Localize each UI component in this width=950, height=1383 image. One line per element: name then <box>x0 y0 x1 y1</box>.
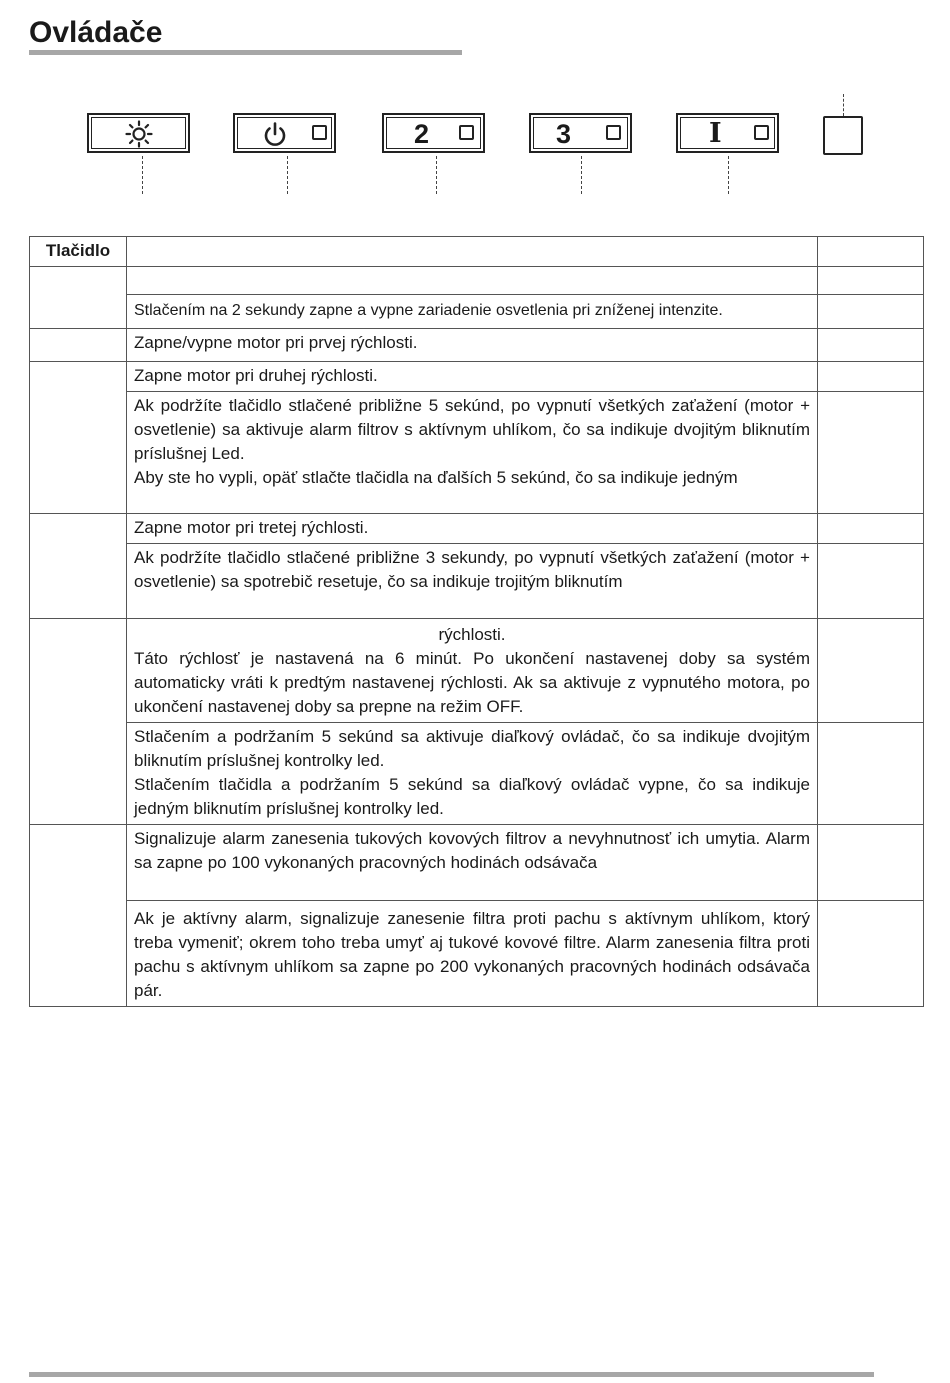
leader-line <box>728 156 729 194</box>
leader-line <box>581 156 582 194</box>
sun-icon <box>125 120 153 148</box>
button-cell-speed-3 <box>30 514 127 619</box>
led-cell <box>818 392 924 514</box>
button-cell-intensive <box>30 619 127 825</box>
header-led <box>818 237 924 267</box>
speed-3-label: 3 <box>556 119 572 149</box>
led-cell <box>818 514 924 544</box>
function-cell-remote <box>127 723 818 825</box>
speed-2-button[interactable] <box>382 113 485 153</box>
leader-line <box>843 94 844 116</box>
table-row <box>30 723 924 825</box>
function-cell-speed-2: Zapne motor pri druhej rýchlosti. <box>127 362 818 392</box>
button-cell-light <box>30 267 127 329</box>
function-cell-light-dim: Stlačením na 2 sekundy zapne a vypne zariadenie osvetlenia pri zníženej intenzite. <box>127 295 818 329</box>
led-cell <box>818 362 924 392</box>
function-cell-speed-2-alarm <box>127 392 818 514</box>
led-cell <box>818 329 924 362</box>
remote-off-text: Stlačením tlačidla a podržaním 5 sekúnd sa diaľkový ovládač vypne, čo sa indikuje jedným bliknutím príslušnej kontrolky led. <box>134 775 810 818</box>
speed-2-alarm-text-2: Aby ste ho vypli, opäť stlačte tlačidla na ďalších 5 sekúnd, čo sa indikuje jedným <box>134 468 738 487</box>
intensive-text: Táto rýchlosť je nastavená na 6 minút. Po ukončení nastavenej doby sa systém automaticky vráti k predtým nastavenej rýchlosti. Ak sa aktivuje z vypnutého motora, po ukončení nastavenej doby sa prepne na režim OFF. <box>134 649 810 716</box>
intensive-label: I <box>709 118 722 149</box>
speed-2-led <box>459 125 474 140</box>
table-row <box>30 392 924 514</box>
speed-2-alarm-text-1: Ak podržíte tlačidlo stlačené približne 5 sekúnd, po vypnutí všetkých zaťažení (motor + osvetlenie) sa aktivuje alarm filtrov s aktívnym uhlíkom, čo sa indikuje dvojitým bliknutím príslušnej Led. <box>134 396 810 463</box>
led-cell <box>818 267 924 295</box>
control-panel-diagram <box>0 0 950 200</box>
leader-line <box>287 156 288 194</box>
function-cell-carbon-alarm: Ak je aktívny alarm, signalizuje zanesenie filtra proti pachu s aktívnym uhlíkom, ktorý treba vymeniť; okrem toho treba umyť aj tukové kovové filtre. Alarm zanesenia filtra proti pachu s aktívnym uhlíkom sa zapne po 200 vykonaných pracovných hodinách odsávača pár. <box>127 901 818 1007</box>
page-title: Ovládače <box>29 16 163 49</box>
table-row <box>30 514 924 544</box>
speed-2-label: 2 <box>414 119 430 149</box>
table-row <box>30 267 924 295</box>
led-cell <box>818 295 924 329</box>
intensive-heading: rýchlosti. <box>438 625 506 644</box>
table-row <box>30 901 924 1007</box>
header-function <box>127 237 818 267</box>
power-icon <box>261 121 289 149</box>
function-cell-speed-1: Zapne/vypne motor pri prvej rýchlosti. <box>127 329 818 362</box>
function-cell <box>127 267 818 295</box>
function-cell-speed-3: Zapne motor pri tretej rýchlosti. <box>127 514 818 544</box>
intensive-button[interactable] <box>676 113 779 153</box>
remote-receiver-led <box>823 116 863 155</box>
light-button[interactable] <box>87 113 190 153</box>
header-button: Tlačidlo <box>30 237 127 267</box>
footer-rule <box>29 1372 874 1377</box>
intensive-led <box>754 125 769 140</box>
table-row <box>30 329 924 362</box>
leader-line <box>142 156 143 194</box>
power-button[interactable] <box>233 113 336 153</box>
table-row <box>30 619 924 723</box>
led-cell <box>818 619 924 723</box>
button-cell-speed-1 <box>30 329 127 362</box>
led-cell <box>818 825 924 901</box>
speed-3-led <box>606 125 621 140</box>
table-row <box>30 295 924 329</box>
led-cell <box>818 901 924 1007</box>
table-row <box>30 544 924 619</box>
function-cell-grease-alarm: Signalizuje alarm zanesenia tukových kovových filtrov a nevyhnutnosť ich umytia. Alarm sa zapne po 100 vykonaných pracovných hodinách odsávača <box>127 825 818 901</box>
power-led <box>312 125 327 140</box>
led-cell <box>818 723 924 825</box>
leader-line <box>436 156 437 194</box>
table-row <box>30 825 924 901</box>
function-cell-speed-3-reset: Ak podržíte tlačidlo stlačené približne 3 sekundy, po vypnutí všetkých zaťažení (motor + osvetlenie) sa spotrebič resetuje, čo sa indikuje trojitým bliknutím <box>127 544 818 619</box>
remote-on-text: Stlačením a podržaním 5 sekúnd sa aktivuje diaľkový ovládač, čo sa indikuje dvojitým bliknutím príslušnej kontrolky led. <box>134 727 810 770</box>
controls-table <box>29 236 924 1007</box>
button-cell-speed-2 <box>30 362 127 514</box>
button-cell-filter-alarm <box>30 825 127 1007</box>
led-cell <box>818 544 924 619</box>
table-row <box>30 362 924 392</box>
speed-3-button[interactable] <box>529 113 632 153</box>
function-cell-intensive <box>127 619 818 723</box>
table-header-row <box>30 237 924 267</box>
